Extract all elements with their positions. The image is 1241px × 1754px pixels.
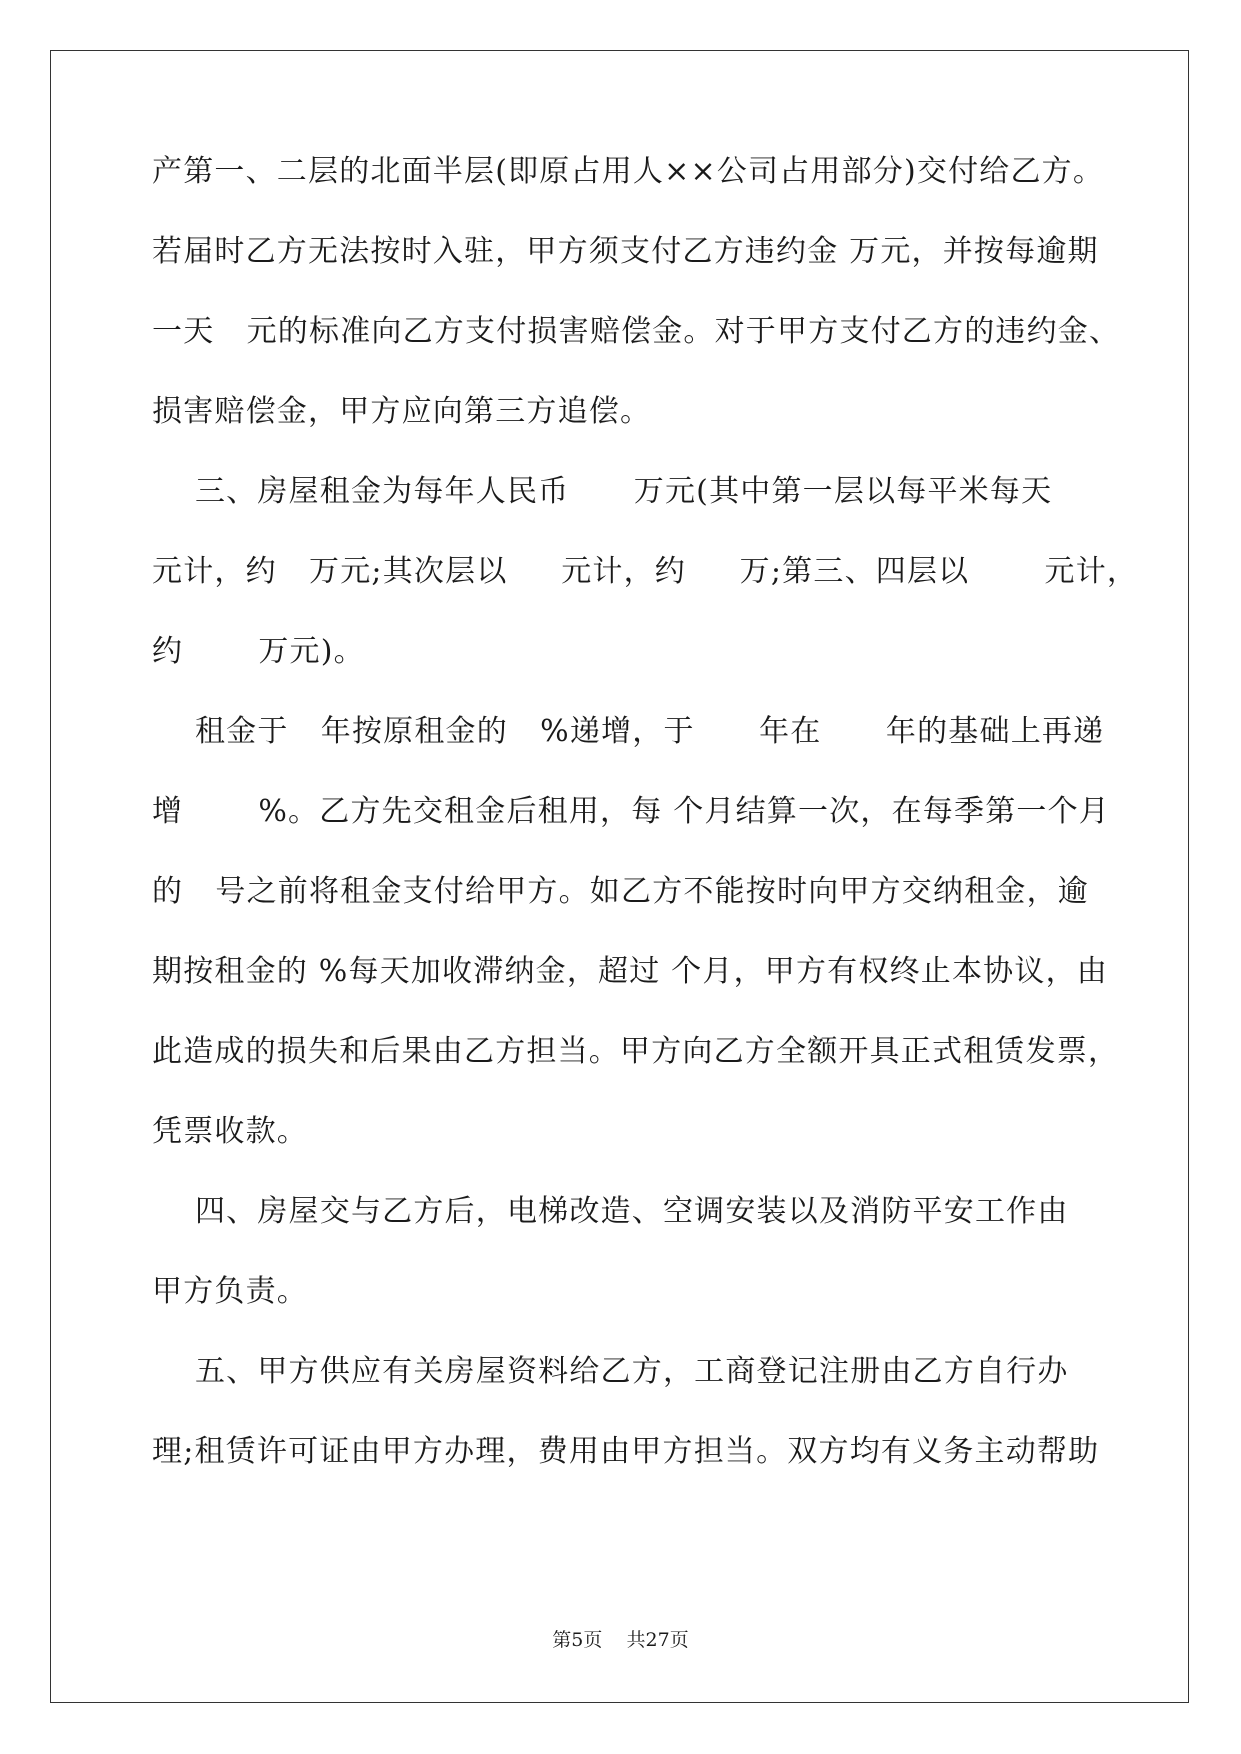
text-line: 此造成的损失和后果由乙方担当。甲方向乙方全额开具正式租赁发票， [152, 1034, 1120, 1069]
text-line: 增 %。乙方先交租金后租用，每 个月结算一次，在每季第一个月 [152, 794, 1110, 829]
text-line: 一天 元的标准向乙方支付损害赔偿金。对于甲方支付乙方的违约金、 [152, 314, 1121, 349]
page-number-footer: 第5页 共27页 [552, 1629, 689, 1651]
text-line: 若届时乙方无法按时入驻，甲方须支付乙方违约金 万元，并按每逾期 [152, 234, 1099, 269]
text-line: 损害赔偿金，甲方应向第三方追偿。 [152, 394, 652, 429]
text-line: 期按租金的 %每天加收滞纳金，超过 个月，甲方有权终止本协议，由 [152, 954, 1108, 989]
text-line: 五、甲方供应有关房屋资料给乙方，工商登记注册由乙方自行办 [152, 1354, 1069, 1389]
text-line: 元计，约 万元;其次层以 元计，约 万;第三、四层以 元计， [152, 554, 1139, 589]
text-line: 租金于 年按原租金的 %递增，于 年在 年的基础上再递 [152, 714, 1105, 749]
text-line: 四、房屋交与乙方后，电梯改造、空调安装以及消防平安工作由 [152, 1194, 1069, 1229]
text-line: 产第一、二层的北面半层(即原占用人××公司占用部分)交付给乙方。 [152, 154, 1105, 189]
text-line: 凭票收款。 [152, 1114, 308, 1149]
text-line: 约 万元)。 [152, 634, 365, 669]
text-line: 的 号之前将租金支付给甲方。如乙方不能按时向甲方交纳租金，逾 [152, 874, 1090, 909]
text-line: 三、房屋租金为每年人民币 万元(其中第一层以每平米每天 [152, 474, 1053, 509]
text-line: 理;租赁许可证由甲方办理，费用由甲方担当。双方均有义务主动帮助 [152, 1434, 1100, 1469]
text-line: 甲方负责。 [152, 1274, 308, 1309]
